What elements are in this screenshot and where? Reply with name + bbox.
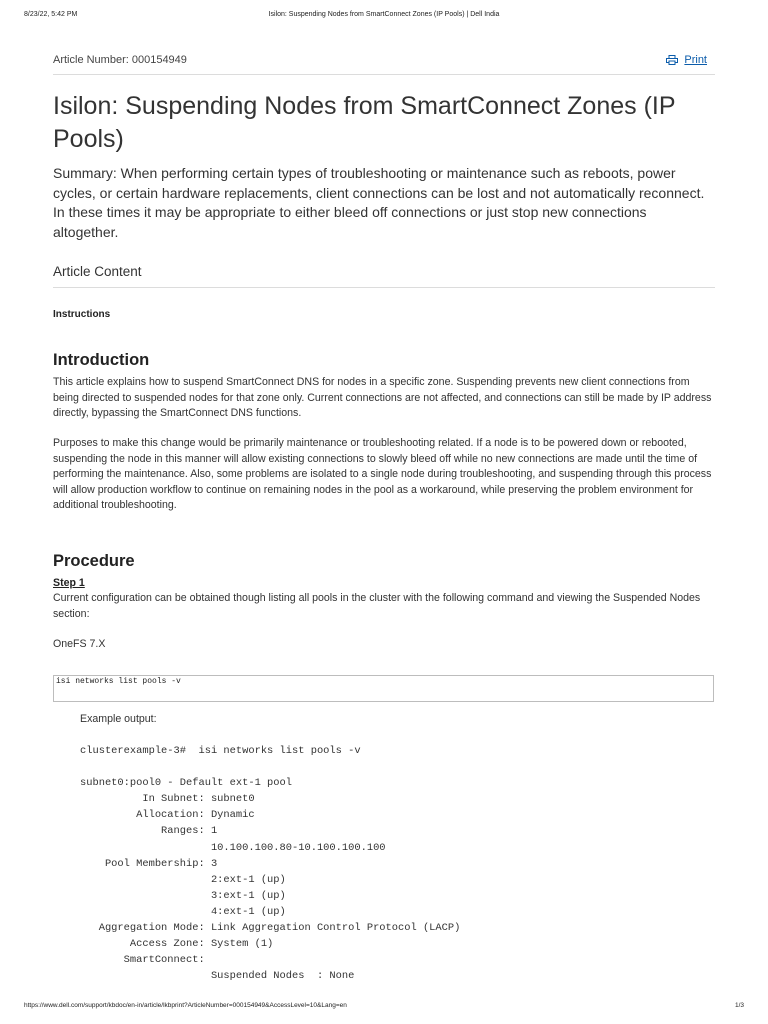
onefs-version: OneFS 7.X [53,638,106,650]
print-url: https://www.dell.com/support/kbdoc/en-in/article/lkbprint?ArticleNumber=000154949&AccessLevel=10&Lang=en [24,1002,347,1009]
content-divider [53,287,715,288]
header-divider [53,74,715,75]
print-link[interactable] [666,54,707,66]
step-1-label: Step 1 [53,577,85,589]
print-header [24,11,744,23]
print-date: 8/23/22, 5:42 PM [24,11,78,18]
instructions-label: Instructions [53,309,111,320]
print-page-title: Isilon: Suspending Nodes from SmartConnect Zones (IP Pools) | Dell India [268,11,500,18]
procedure-heading: Procedure [53,552,135,570]
printer-icon [666,55,678,65]
example-output-label: Example output: [80,713,157,725]
example-output: clusterexample-3# isi networks list pools -v subnet0:pool0 - Default ext-1 pool In Subnet: subnet0 Allocation: Dynamic Ranges: 1 10.100.100.80-10.100.100.100 Pool Membership: 3 2:ext-1 (up) 3:ext-1 (up) 4:ext-1 (up) Aggregation Mode: Link Aggregation Control Protocol (LACP) Access Zone: System (1) SmartConnect: Suspended Nodes : None [80,745,461,983]
command-box: isi networks list pools -v [53,675,714,702]
page-number: 1/3 [734,1002,744,1009]
print-footer [24,1002,744,1014]
intro-paragraph-2: Purposes to make this change would be primarily maintenance or troubleshooting related. If a node is to be powered down or rebooted, suspending the node in this manner will allow existing connections to slowly bleed off while no new connections are made until the time of performing the maintenance. Also, some problems are isolated to a single node during troubleshooting, and suspending through this process will allow production workflow to continue on remaining nodes in the pool as a workaround, while preserving the problem environment for additional troubleshooting. [53,437,712,511]
article-number: Article Number: 000154949 [53,54,187,66]
print-label: Print [684,54,707,66]
article-summary: Summary: When performing certain types of troubleshooting or maintenance such as reboots, power cycles, or certain hardware replacements, client connections can be lost and not automatically reconnect. In these times it may be appropriate to either bleed off connections or just stop new connections altogether. [53,165,705,240]
introduction-heading: Introduction [53,351,150,369]
article-title: Isilon: Suspending Nodes from SmartConnect Zones (IP Pools) [53,92,676,153]
intro-paragraph-1: This article explains how to suspend SmartConnect DNS for nodes in a specific zone. Suspending prevents new client connections from being directed to suspended nodes for that zone only. Current connections are not affected, and connections can still be made by IP address directly, bypassing the SmartConnect DNS functions. [53,376,712,419]
step-1-text: Current configuration can be obtained though listing all pools in the cluster with the following command and viewing the Suspended Nodes section: [53,592,701,620]
article-content-label: Article Content [53,264,142,279]
